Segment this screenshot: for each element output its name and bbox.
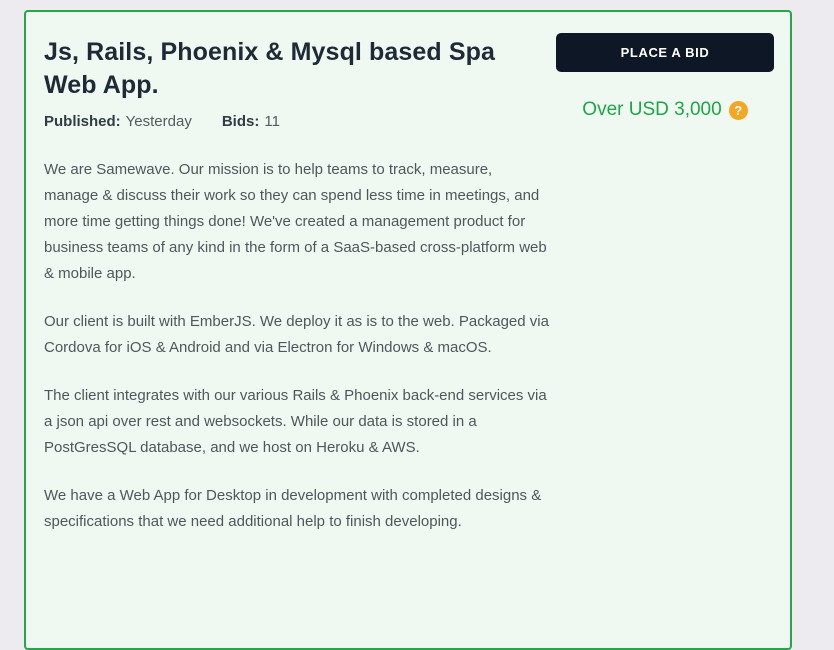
bid-panel [556, 33, 774, 121]
budget-text: Over USD 3,000 [582, 99, 722, 120]
description-paragraph: Our client is built with EmberJS. We deploy it as is to the web. Packaged via Cordova for iOS & Android and via Electron for Windows & macOS. [44, 313, 549, 356]
description-paragraph: We are Samewave. Our mission is to help teams to track, measure, manage & discuss their work so they can spend less time in meetings, and more time getting things done! We've created a management product for business teams of any kind in the form of a SaaS-based cross-platform web & mobile app. [44, 161, 547, 282]
project-title: Js, Rails, Phoenix & Mysql based Spa Web App. [44, 38, 495, 99]
project-details [44, 33, 549, 557]
bids-value: 11 [264, 113, 280, 130]
description-paragraph: The client integrates with our various Rails & Phoenix back-end services via a json api over rest and websockets. While our data is stored in a PostGresSQL database, and we host on Heroku & AWS. [44, 387, 547, 456]
project-card [24, 10, 792, 650]
project-meta [44, 113, 549, 130]
budget-help-question-icon[interactable]: ? [729, 101, 748, 120]
bids-group [222, 113, 280, 130]
published-label: Published: [44, 113, 121, 130]
description-paragraph: We have a Web App for Desktop in development with completed designs & specifications that we need additional help to finish developing. [44, 487, 542, 530]
bids-label: Bids: [221, 113, 260, 130]
budget-row [556, 99, 774, 121]
project-description [44, 157, 549, 535]
place-a-bid-button[interactable]: PLACE A BID [556, 33, 774, 72]
published-value: Yesterday [125, 113, 192, 130]
